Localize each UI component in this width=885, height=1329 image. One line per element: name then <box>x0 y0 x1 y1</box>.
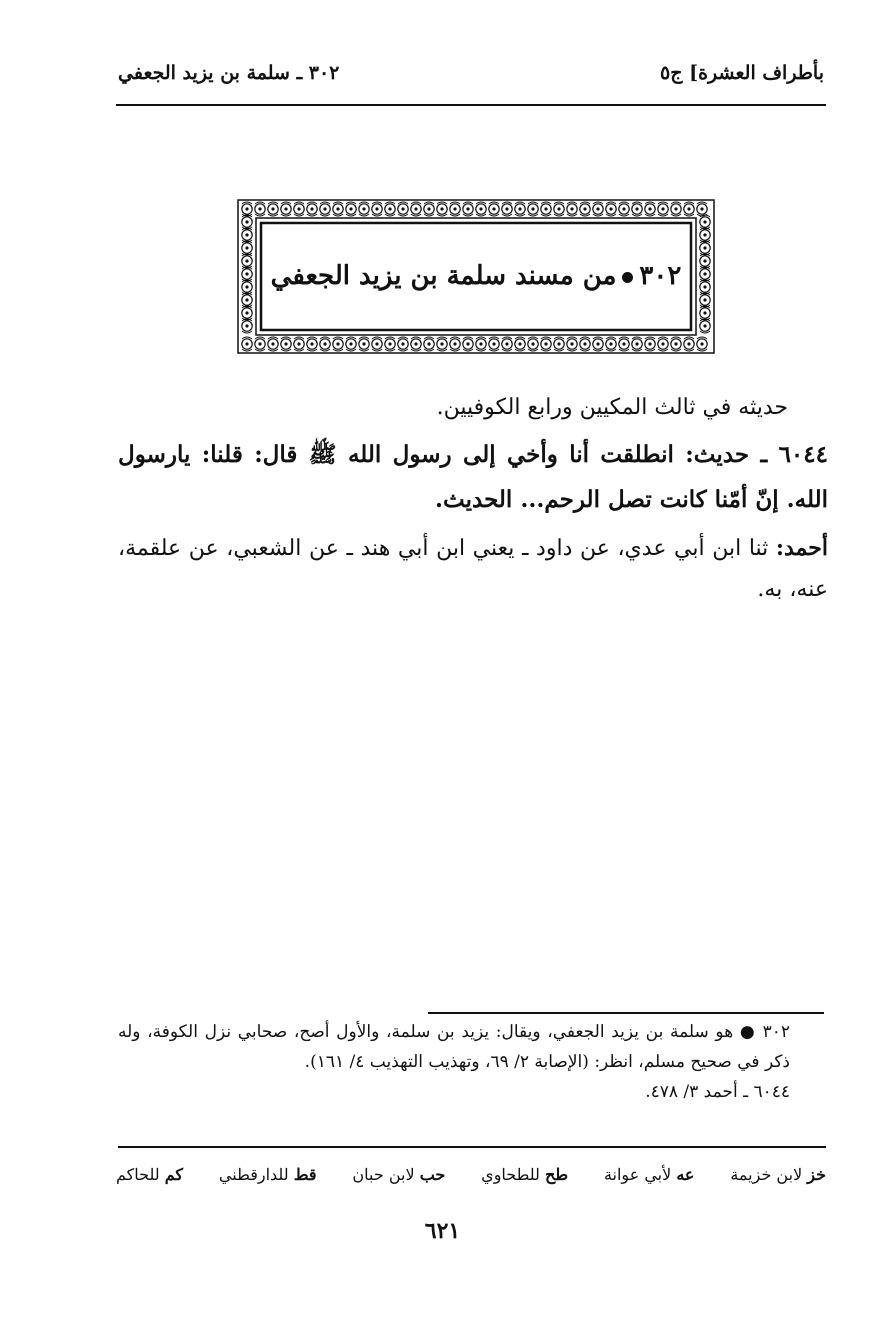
ornament-rosette <box>398 202 408 216</box>
footer-rule <box>118 1146 826 1148</box>
ornament-rosette <box>697 337 707 351</box>
ornament-rosette <box>671 337 681 351</box>
header-chapter-title: ٣٠٢ ـ سلمة بن يزيد الجعفي <box>118 62 340 84</box>
ornament-rosette <box>242 267 252 281</box>
ornament-rosette <box>398 337 408 351</box>
ornament-rosette <box>242 293 252 307</box>
bullet-icon <box>622 272 633 283</box>
ornament-rosette <box>632 337 642 351</box>
sigla-item: خز لابن خزيمة <box>730 1165 826 1184</box>
ornament-rosette <box>242 319 252 333</box>
ornament-rosette <box>346 337 356 351</box>
ornament-rosette <box>671 202 681 216</box>
isnad-lead: أحمد: <box>775 535 828 561</box>
ornament-rosette <box>658 202 668 216</box>
ornament-rosette <box>593 202 603 216</box>
ornament-rosette <box>320 202 330 216</box>
ornamental-title-frame <box>237 199 715 354</box>
ornament-rosette <box>645 337 655 351</box>
ornament-rosette <box>593 337 603 351</box>
ornament-rosette <box>658 337 668 351</box>
ornament-rosette <box>307 202 317 216</box>
hadith-text: ـ حديث: انطلقت أنا وأخي إلى رسول الله ﷺ قال: قلنا: يارسول الله. إنّ أمّنا كانت تصل الرحم... الحديث. <box>118 441 828 513</box>
ornament-rosette <box>476 337 486 351</box>
sigla-item: كم للحاكم <box>116 1165 184 1184</box>
ornament-rosette <box>697 202 707 216</box>
ornament-rosette <box>700 280 710 294</box>
ornament-rosette <box>359 202 369 216</box>
page-number: ٦٢١ <box>424 1218 461 1244</box>
ornament-rosette <box>580 337 590 351</box>
sigla-item: حب لابن حبان <box>352 1165 446 1184</box>
ornament-rosette <box>515 337 525 351</box>
ornament-rosette <box>700 254 710 268</box>
ornament-rosette <box>372 337 382 351</box>
ornament-rosette <box>242 215 252 229</box>
footnotes <box>118 1017 824 1107</box>
ornament-rosette <box>528 337 538 351</box>
ornament-rosette <box>294 337 304 351</box>
ornament-rosette <box>242 306 252 320</box>
ornament-rosette <box>700 228 710 242</box>
ornament-rosette <box>333 202 343 216</box>
ornament-rosette <box>411 202 421 216</box>
ornament-rosette <box>242 228 252 242</box>
ornament-rosette <box>489 202 499 216</box>
sigla-item: عه لأبي عوانة <box>603 1165 695 1184</box>
isnad-text: ثنا ابن أبي عدي، عن داود ـ يعني ابن أبي هند ـ عن الشعبي، عن علقمة، عنه، به. <box>118 536 828 602</box>
chapter-title-text: من مسند سلمة بن يزيد الجعفي <box>270 261 617 291</box>
ornament-rosette <box>307 337 317 351</box>
ornament-rosette <box>619 202 629 216</box>
ornament-rosette <box>684 202 694 216</box>
ornament-rosette <box>700 241 710 255</box>
ornament-rosette <box>554 337 564 351</box>
ornament-rosette <box>700 293 710 307</box>
ornament-rosette <box>606 202 616 216</box>
footnote-rule <box>428 1012 824 1014</box>
ornament-rosette <box>411 337 421 351</box>
sigla-item: قط للدارقطني <box>218 1165 317 1184</box>
ornament-rosette <box>684 337 694 351</box>
footnote-biography: ٣٠٢ ● هو سلمة بن يزيد الجعفي، ويقال: يزيد بن سلمة، والأول أصح، صحابي نزل الكوفة، وله ذكر في صحيح مسلم، انظر: (الإصابة ٢/ ٦٩، وتهذيب التهذيب ٤/ ١٦١). <box>118 1022 790 1072</box>
ornament-rosette <box>528 202 538 216</box>
ornament-rosette <box>450 202 460 216</box>
ornament-rosette <box>242 337 252 351</box>
ornament-rosette <box>255 337 265 351</box>
sigla-item: طح للطحاوي <box>481 1165 569 1184</box>
ornament-rosette <box>424 337 434 351</box>
ornament-rosette <box>619 337 629 351</box>
ornament-rosette <box>242 202 252 216</box>
running-header <box>118 58 824 88</box>
ornament-rosette <box>333 337 343 351</box>
ornament-rosette <box>268 337 278 351</box>
ornament-rosette <box>700 215 710 229</box>
header-book-title: بأطراف العشرة] ج٥ <box>660 62 824 84</box>
ornament-rosette <box>242 280 252 294</box>
ornament-rosette <box>476 202 486 216</box>
chapter-number: ٣٠٢ <box>639 261 682 291</box>
ornament-rosette <box>489 337 499 351</box>
ornament-rosette <box>632 202 642 216</box>
ornament-rosette <box>606 337 616 351</box>
ornament-rosette <box>281 337 291 351</box>
ornament-rosette <box>580 202 590 216</box>
ornament-rosette <box>359 337 369 351</box>
ornament-rosette <box>385 202 395 216</box>
ornament-rosette <box>385 337 395 351</box>
ornament-rosette <box>255 202 265 216</box>
ornament-rosette <box>346 202 356 216</box>
ornament-rosette <box>515 202 525 216</box>
sigla-legend <box>116 1160 826 1190</box>
ornament-rosette <box>463 202 473 216</box>
ornament-rosette <box>502 337 512 351</box>
hadith-number: ٦٠٤٤ <box>778 441 828 468</box>
ornament-rosette <box>450 337 460 351</box>
hadith-entry <box>118 432 868 522</box>
ornament-rosette <box>700 306 710 320</box>
intro-paragraph: حديثه في ثالث المكيين ورابع الكوفيين. <box>436 395 788 420</box>
ornament-rosette <box>437 337 447 351</box>
ornament-rosette <box>372 202 382 216</box>
ornament-rosette <box>567 337 577 351</box>
ornament-rosette <box>424 202 434 216</box>
ornament-rosette <box>700 267 710 281</box>
ornament-rosette <box>541 337 551 351</box>
ornament-rosette <box>294 202 304 216</box>
chapter-title <box>259 251 693 301</box>
ornament-rosette <box>554 202 564 216</box>
ornament-rosette <box>242 254 252 268</box>
ornament-rosette <box>463 337 473 351</box>
header-rule <box>116 104 826 106</box>
ornament-rosette <box>567 202 577 216</box>
ornament-rosette <box>320 337 330 351</box>
ornament-rosette <box>502 202 512 216</box>
ornament-rosette <box>242 241 252 255</box>
ornament-rosette <box>437 202 447 216</box>
ornament-rosette <box>268 202 278 216</box>
ornament-rosette <box>700 319 710 333</box>
ornament-rosette <box>645 202 655 216</box>
ornament-rosette <box>541 202 551 216</box>
footnote-reference: ٦٠٤٤ ـ أحمد ٣/ ٤٧٨. <box>645 1082 790 1102</box>
ornament-rosette <box>281 202 291 216</box>
isnad-paragraph <box>118 528 868 610</box>
